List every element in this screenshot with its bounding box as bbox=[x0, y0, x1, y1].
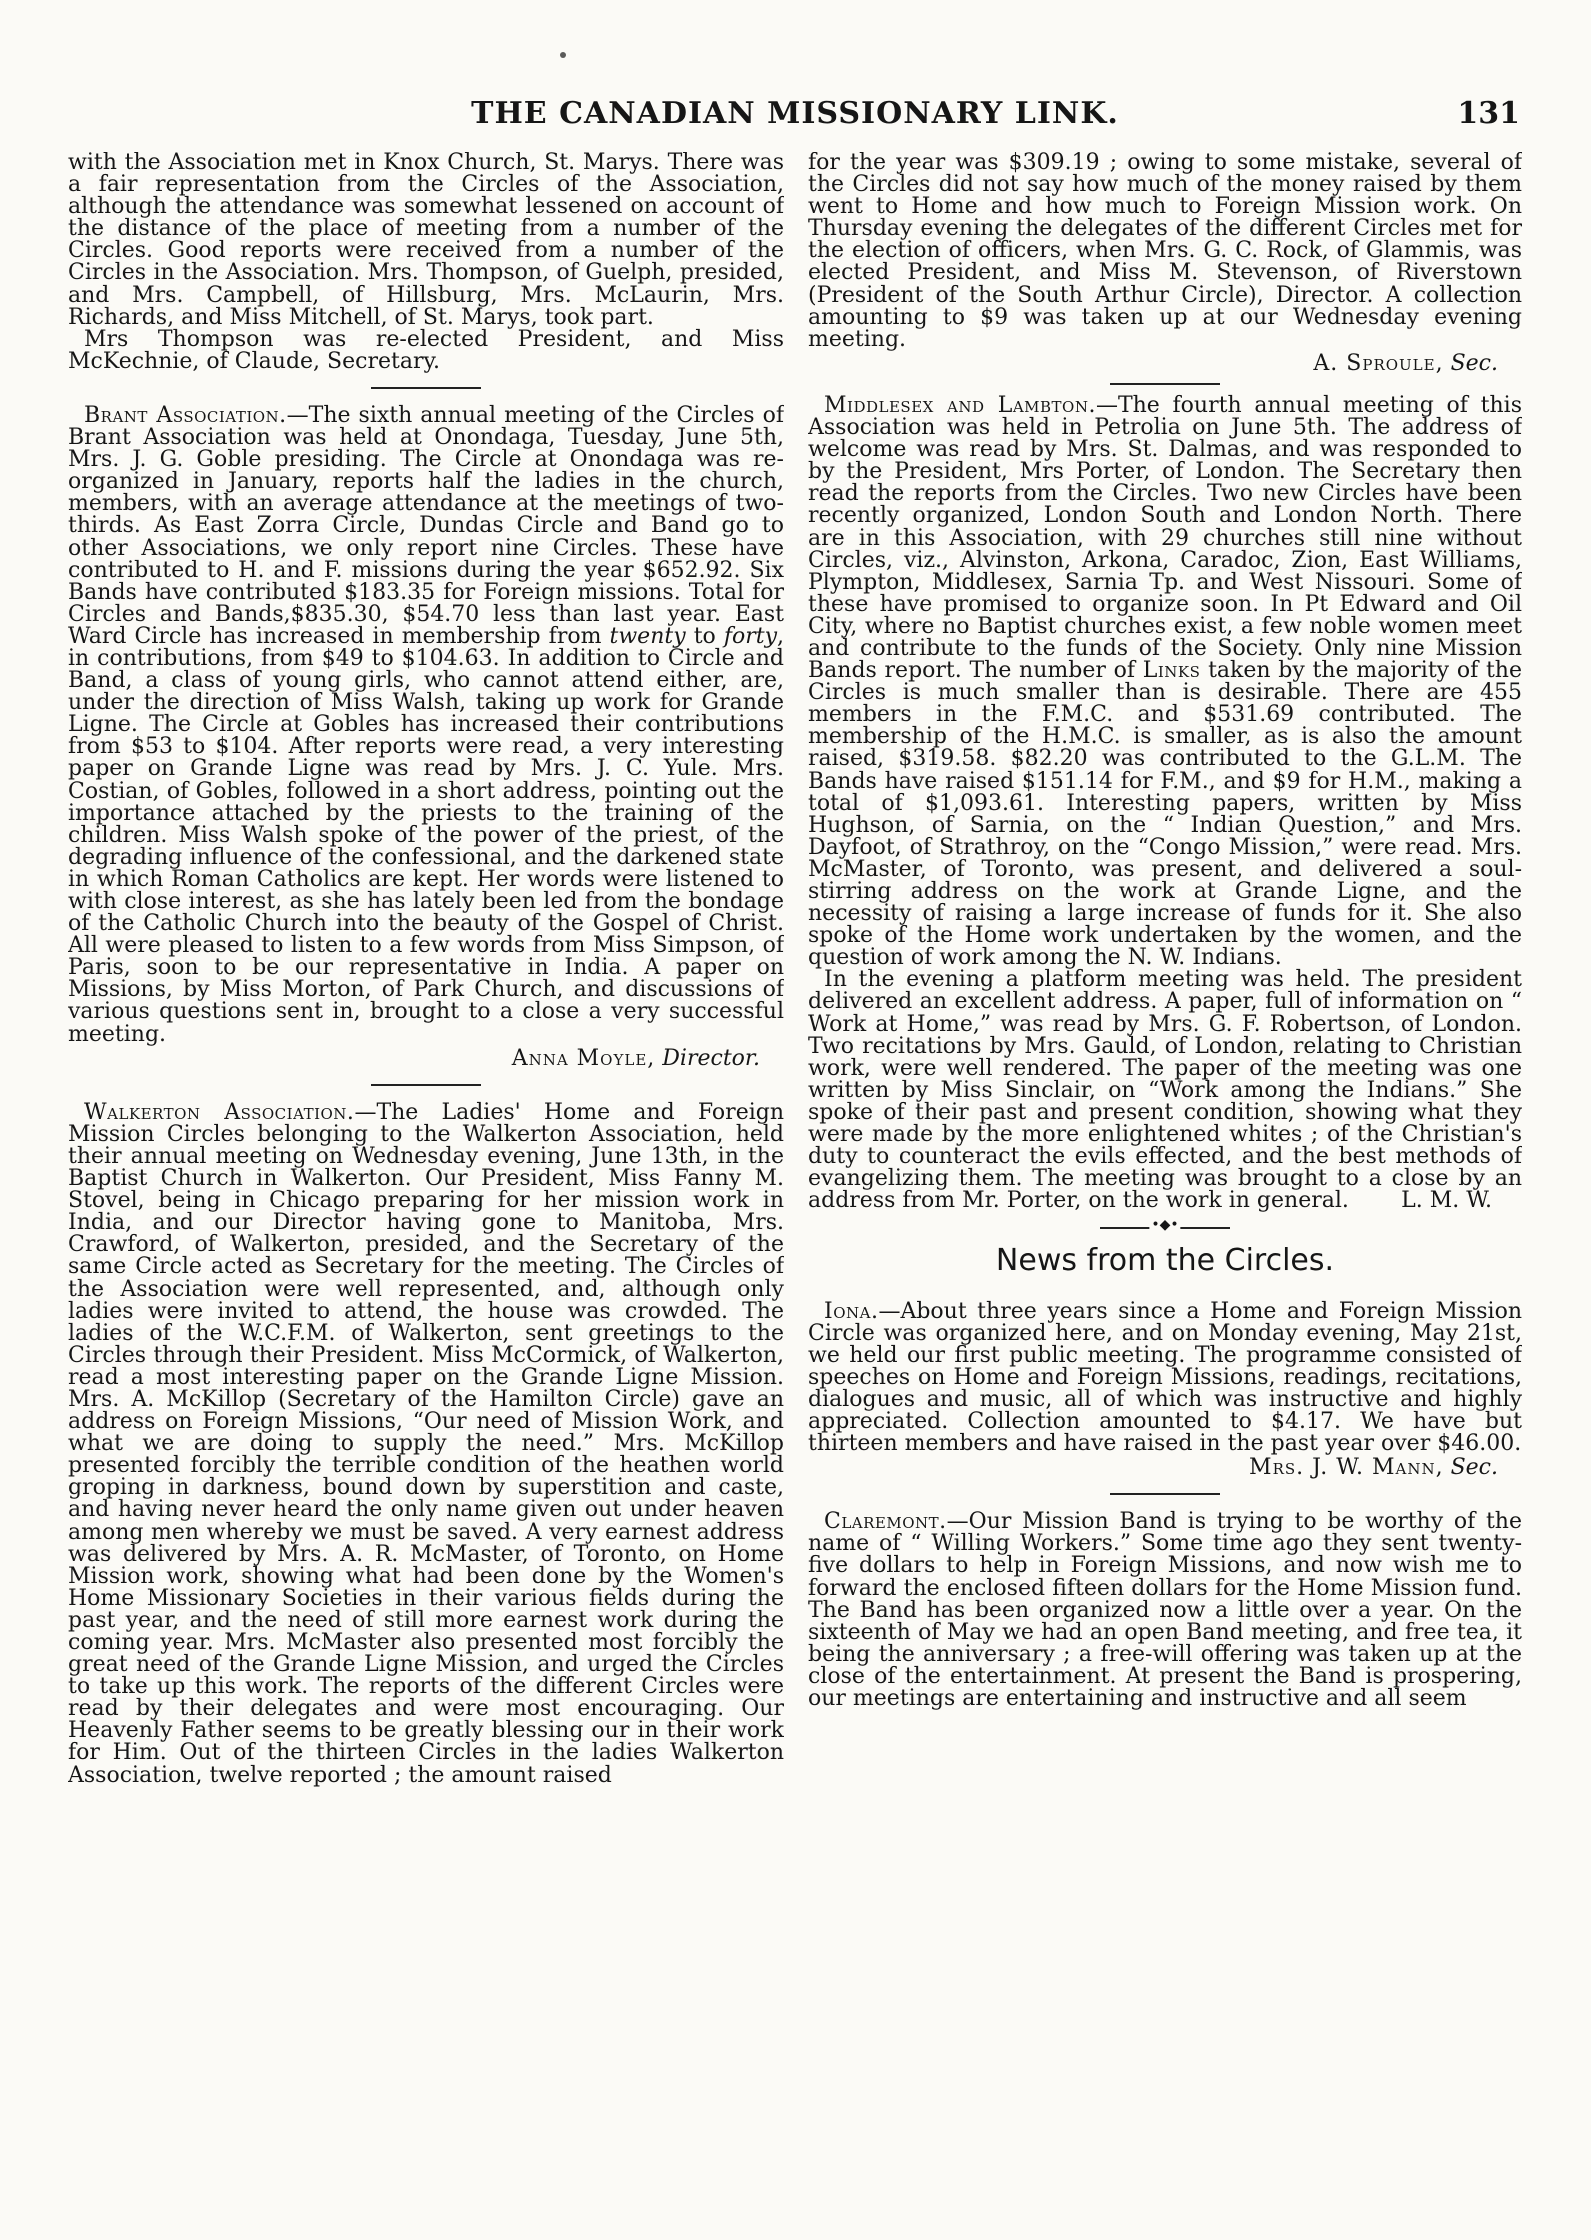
links-word: Links bbox=[1142, 658, 1201, 684]
middlesex-evening-text: In the evening a platform meeting was held. The president delivered an excellent address. A paper, full of information on “ Work at Home,” was read by Mrs. G. F. Robertson, of London. Two recitations by Mrs. Gauld, of London, relating to Christian work, were well rendered. The paper of the meeting was one written by Miss Sinclair, on “Work among the Indians.” She spoke of their past and present condition, showing what they were made by the more enlightened whites ; of the Christian's duty to counteract the evils effected, and the best methods of evangelizing them. The meeting was brought to a close by an address from Mr. Porter, on the work in general. bbox=[808, 967, 1522, 1214]
iona-text: —About three years since a Home and Foreign Mission Circle was organized here, and on Monday evening, May 21st, we held our first public meeting. The programme consisted of speeches on Home and Foreign Missions, readings, recitations, dialogues and music, all of which was instructive and highly appreciated. Collection amounted to $4.17. We have but thirteen members and have raised in the past year over $46.00. bbox=[808, 1298, 1522, 1457]
iona-signature bbox=[808, 1457, 1498, 1479]
signature-name: Anna Moyle, bbox=[511, 1045, 656, 1071]
section-divider bbox=[1110, 383, 1220, 385]
brant-twenty: twenty bbox=[609, 623, 686, 649]
middlesex-lambton-heading: Middlesex and Lambton. bbox=[824, 392, 1096, 418]
brant-association-paragraph bbox=[68, 402, 784, 1047]
intro-paragraph: with the Association met in Knox Church, St. Marys. There was a fair representation from the Circles of the Association, although the attendance was somewhat lessened on account of the distance of the place of meeting from a number of the Circles. Good reports were received from a number of the Circles in the Association. Mrs. Thompson, of Guelph, presided, and Mrs. Campbell, of Hillsburg, Mrs. McLaurin, Mrs. Richards, and Miss Mitchell, of St. Marys, took part. bbox=[68, 152, 784, 330]
page-header bbox=[40, 96, 1550, 148]
section-divider bbox=[1110, 1493, 1220, 1495]
brant-to: to bbox=[693, 623, 716, 649]
signature-role: Sec. bbox=[1450, 350, 1498, 376]
signature-role: Sec. bbox=[1450, 1455, 1498, 1481]
signature-role: Director. bbox=[662, 1045, 760, 1071]
middlesex-text: —The fourth annual meeting of this Association was held in Petrolia on June 5th. The address of welcome was read by Mrs. St. Dalmas, and was responded to by the President, Mrs Porter, of London. The Secretary then read the reports from the Circles. Two new Circles have been recently organized, London South and London North. There are in this Association, with 29 churches still nine without Circles, viz., Alvinston, Arkona, Caradoc, Zion, East Williams, Plympton, Middlesex, Sarnia Tp. and West Nissouri. Some of these have promised to organize soon. In Pt Edward and Oil City, where no Baptist churches exist, a few noble women meet and contribute to the funds of the Society. Only nine Mission Bands report. The number of bbox=[808, 392, 1522, 684]
ink-speck bbox=[560, 52, 566, 58]
walkerton-signature bbox=[808, 350, 1498, 376]
signature-name: Mrs. J. W. Mann, bbox=[1249, 1455, 1444, 1481]
walkerton-association-paragraph bbox=[68, 1099, 784, 1788]
middlesex-evening-paragraph bbox=[808, 969, 1522, 1212]
claremont-paragraph bbox=[808, 1511, 1522, 1710]
middlesex-signature: L. M. W. bbox=[1401, 1188, 1492, 1214]
walkerton-continued-paragraph bbox=[808, 152, 1522, 351]
walkerton-text: —The Ladies' Home and Foreign Mission Circles belonging to the Walkerton Association, held their annual meeting on Wednesday evening, June 13th, in the Baptist Church in Walkerton. Our President, Miss Fanny M. Stovel, being in Chicago preparing for her mission work in India, and our Director having gone to Manitoba, Mrs. Crawford, of Walkerton, presided, and the Secretary of the same Circle acted as Secretary for the meeting. The Circles of the Association were well represented, and, although only ladies were invited to attend, the house was crowded. The ladies of the W.C.F.M. of Walkerton, sent greetings to the Circles through their President. Miss McCormick, of Walkerton, read a most interesting paper on the Grande Ligne Mission. Mrs. A. McKillop (Secretary of the Hamilton Circle) gave an address on Foreign Missions, “Our need of Mission Work, and what we are doing to supply the need.” Mrs. McKillop presented forcibly the terrible condition of the heathen world groping in darkness, bound down by superstition and caste, and having never heard the only name given out under heaven among men whereby we must be saved. A very earnest address was delivered by Mrs. A. R. McMaster, of Toronto, on Home Mission work, showing what had been done by the Women's Home Missionary Societies in their various fields during the past year, and the need of still more earnest work during the coming year. Mrs. McMaster also presented most forcibly the great need of the Grande Ligne Mission, and urged the Circles to take up this work. The reports of the different Circles were read by their delegates and were most encouraging. Our Heavenly Father seems to be greatly blessing our in their work for Him. Out of the thirteen Circles in the ladies Walkerton Association, twelve reported ; the amount raised bbox=[68, 1099, 784, 1788]
brant-text: —The sixth annual meeting of the Circles of Brant Association was held at Onondaga, Tuesday, June 5th, Mrs. J. G. Goble presiding. The Circle at Onondaga was re-organized in January, reports half the ladies in the church, members, with an average attendance at the meetings of two-thirds. As East Zorra Circle, Dundas Circle and Band go to other Associations, we only report nine Circles. These have contributed to H. and F. missions during the year $652.92. Six Bands have contributed $183.35 for Foreign missions. Total for Circles and Bands,$835.30, $54.70 less than last year. East Ward Circle has increased in membership from bbox=[68, 402, 784, 649]
section-divider bbox=[371, 387, 481, 389]
brant-text-2: , in contributions, from $49 to $104.63. In addition to Circle and Band, a class of young girls, who cannot attend either, are, under the direction of Miss Walsh, taking up work for Grande Ligne. The Circle at Gobles has increased their contributions from $53 to $104. After reports were read, a very interesting paper on Grande Ligne was read by Mrs. J. C. Yule. Mrs. Costian, of Gobles, followed in a short address, pointing out the importance attached by the priests to the training of the children. Miss Walsh spoke of the power of the priest, of the degrading influence of the confessional, and the darkened state in which Roman Catholics are kept. Her words were listened to with close interest, as she has lately been led from the bondage of the Catholic Church into the beauty of the Gospel of Christ. All were pleased to listen to a few words from Miss Simpson, of Paris, soon to be our representative in India. A paper on Missions, by Miss Morton, of Park Church, and discussions of various questions sent in, brought to a close a very successful meeting. bbox=[68, 623, 784, 1047]
brant-association-heading: Brant Association. bbox=[84, 402, 287, 428]
divider-ornament: •◆• bbox=[1151, 1217, 1179, 1234]
journal-title: THE CANADIAN MISSIONARY LINK. bbox=[471, 96, 1119, 131]
intro-paragraph-2: Mrs Thompson was re-elected President, and Miss McKechnie, of Claude, Secretary. bbox=[68, 326, 784, 374]
claremont-heading: Claremont. bbox=[824, 1509, 947, 1535]
left-column bbox=[68, 152, 784, 2222]
page-number: 131 bbox=[1457, 96, 1520, 131]
signature-name: A. Sproule, bbox=[1313, 350, 1444, 376]
brant-signature bbox=[68, 1045, 760, 1071]
brant-forty: forty bbox=[723, 623, 778, 649]
news-from-circles-title: News from the Circles. bbox=[995, 1243, 1335, 1279]
section-divider bbox=[371, 1084, 481, 1086]
iona-paragraph bbox=[808, 1298, 1522, 1457]
walkerton-association-heading: Walkerton Association. bbox=[84, 1099, 355, 1125]
iona-heading: Iona. bbox=[824, 1298, 879, 1324]
ornamental-divider bbox=[1100, 1217, 1230, 1234]
right-column bbox=[808, 152, 1522, 2222]
middlesex-text-2: taken by the majority of the Circles is much smaller than is desirable. There are 455 members in the F.M.C. and $531.69 contributed. The membership of the H.M.C. is smaller, as is also the amount raised, $319.58. $82.20 was contributed to the G.L.M. The Bands have raised $151.14 for F.M., and $9 for H.M., making a total of $1,093.61. Interesting papers, written by Miss Hughson, of Sarnia, on the “ Indian Question,” and Mrs. Dayfoot, of Strathroy, on the “Congo Mission,” were read. Mrs. McMaster, of Toronto, was present, and delivered a soul-stirring address on the work at Grande Ligne, and the necessity of raising a large increase of funds for it. She also spoke of the Home work undertaken by the women, and the question of work among the N. W. Indians. bbox=[808, 658, 1522, 971]
claremont-text: —Our Mission Band is trying to be worthy of the name of “ Willing Workers.” Some time ago they sent twenty-five dollars to help in Foreign Missions, and now wish me to forward the enclosed fifteen dollars for the Home Mission fund. The Band has been organized now a little over a year. On the sixteenth of May we had an open Band meeting, and free tea, it being the anniversary ; a free-will offering was taken up at the close of the entertainment. At present the Band is prospering, our meetings are entertaining and instructive and all seem bbox=[808, 1509, 1522, 1711]
walkerton-continued-text: for the year was $309.19 ; owing to some mistake, several of the Circles did not say how much of the money raised by them went to Home and how much to Foreign Mission work. On Thursday evening the delegates of the different Circles met for the election of officers, when Mrs. G. C. Rock, of Glammis, was elected President, and Miss M. Stevenson, of Riverstown (President of the South Arthur Circle), Director. A collection amounting to $9 was taken up at our Wednesday evening meeting. bbox=[808, 152, 1522, 352]
middlesex-lambton-paragraph bbox=[808, 392, 1522, 971]
